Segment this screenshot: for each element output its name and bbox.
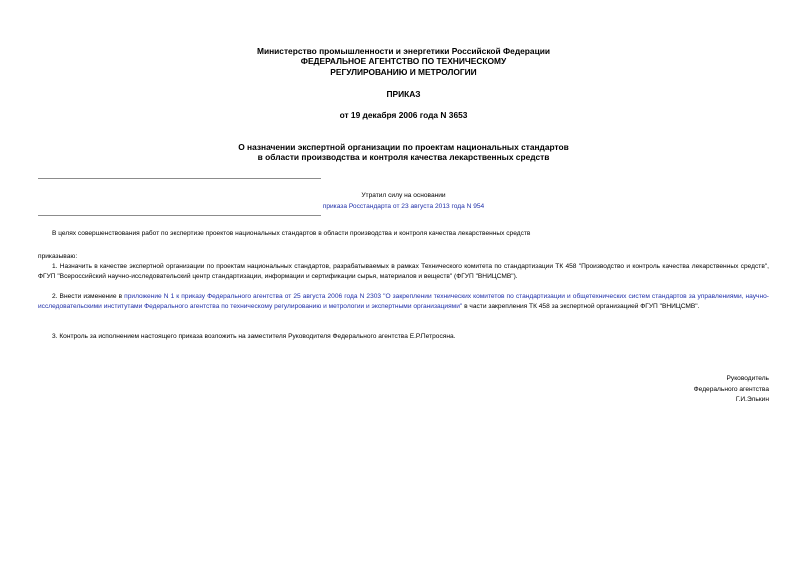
ministry-name: Министерство промышленности и энергетики Российской Федерации: [256, 46, 551, 56]
divider-top: [38, 178, 321, 179]
order-item-1: 1. Назначить в качестве экспертной организации по проектам национальных стандартов, разрабатываемых в рамках Технического комитета по стандартизации ТК 458 "Производство и контроль качества лекарственных средств", ФГУП "Всероссийский научно-исследовательский центр стандартизации, информации и сертификации сырья, материалов и веществ" (ФГУП "ВНИЦСМВ").: [38, 263, 769, 281]
order-word: приказываю:: [38, 253, 78, 260]
document-title: [38, 142, 769, 163]
signature-position-line1: Руководитель: [726, 375, 769, 382]
signature-block: [500, 374, 769, 406]
order-item-2-suffix: в части закрепления ТК 458 за экспертной организацией ФГУП "ВНИЦСМВ".: [462, 303, 700, 311]
document-title-line2: в области производства и контроля качества лекарственных средств: [257, 152, 550, 163]
preamble-paragraph: В целях совершенствования работ по экспертизе проектов национальных стандартов в области производства и контроля качества лекарственных средств: [52, 230, 531, 237]
document-date-number: от 19 декабря 2006 года N 3653: [339, 110, 468, 120]
order-item-2: [38, 292, 769, 312]
status-note-text: Утратил силу на основании: [361, 192, 446, 199]
signature-name: Г.И.Элькин: [735, 396, 769, 404]
agency-name-line2: РЕГУЛИРОВАНИЮ И МЕТРОЛОГИИ: [330, 66, 477, 77]
order-item-2-link[interactable]: приложение N 1 к приказу Федерального агентства от 25 августа 2006 года N 2303 "О закреплении технических комитетов по стандартизации и общетехнических систем стандартов за управлениями, научно-исследовательскими институтами Федерального агентства по техническому регулированию и метрологии и экспертными организациями": [38, 293, 769, 311]
divider-bottom: [38, 215, 321, 216]
agency-name-line1: ФЕДЕРАЛЬНОЕ АГЕНТСТВО ПО ТЕХНИЧЕСКОМУ: [300, 56, 507, 67]
document-header: [38, 46, 769, 77]
order-item-3: 3. Контроль за исполнением настоящего приказа возложить на заместителя Руководителя Федерального агентства Е.Р.Петросяна.: [52, 333, 456, 340]
signature-position-line2: Федерального агентства: [693, 385, 769, 393]
order-item-2-prefix: 2. Внести изменение в: [52, 293, 125, 300]
status-note-link[interactable]: приказа Росстандарта от 23 августа 2013 года N 954: [322, 203, 485, 210]
document-type: ПРИКАЗ: [386, 89, 421, 99]
document-title-line1: О назначении экспертной организации по проектам национальных стандартов: [238, 142, 569, 152]
status-note: [38, 190, 769, 212]
